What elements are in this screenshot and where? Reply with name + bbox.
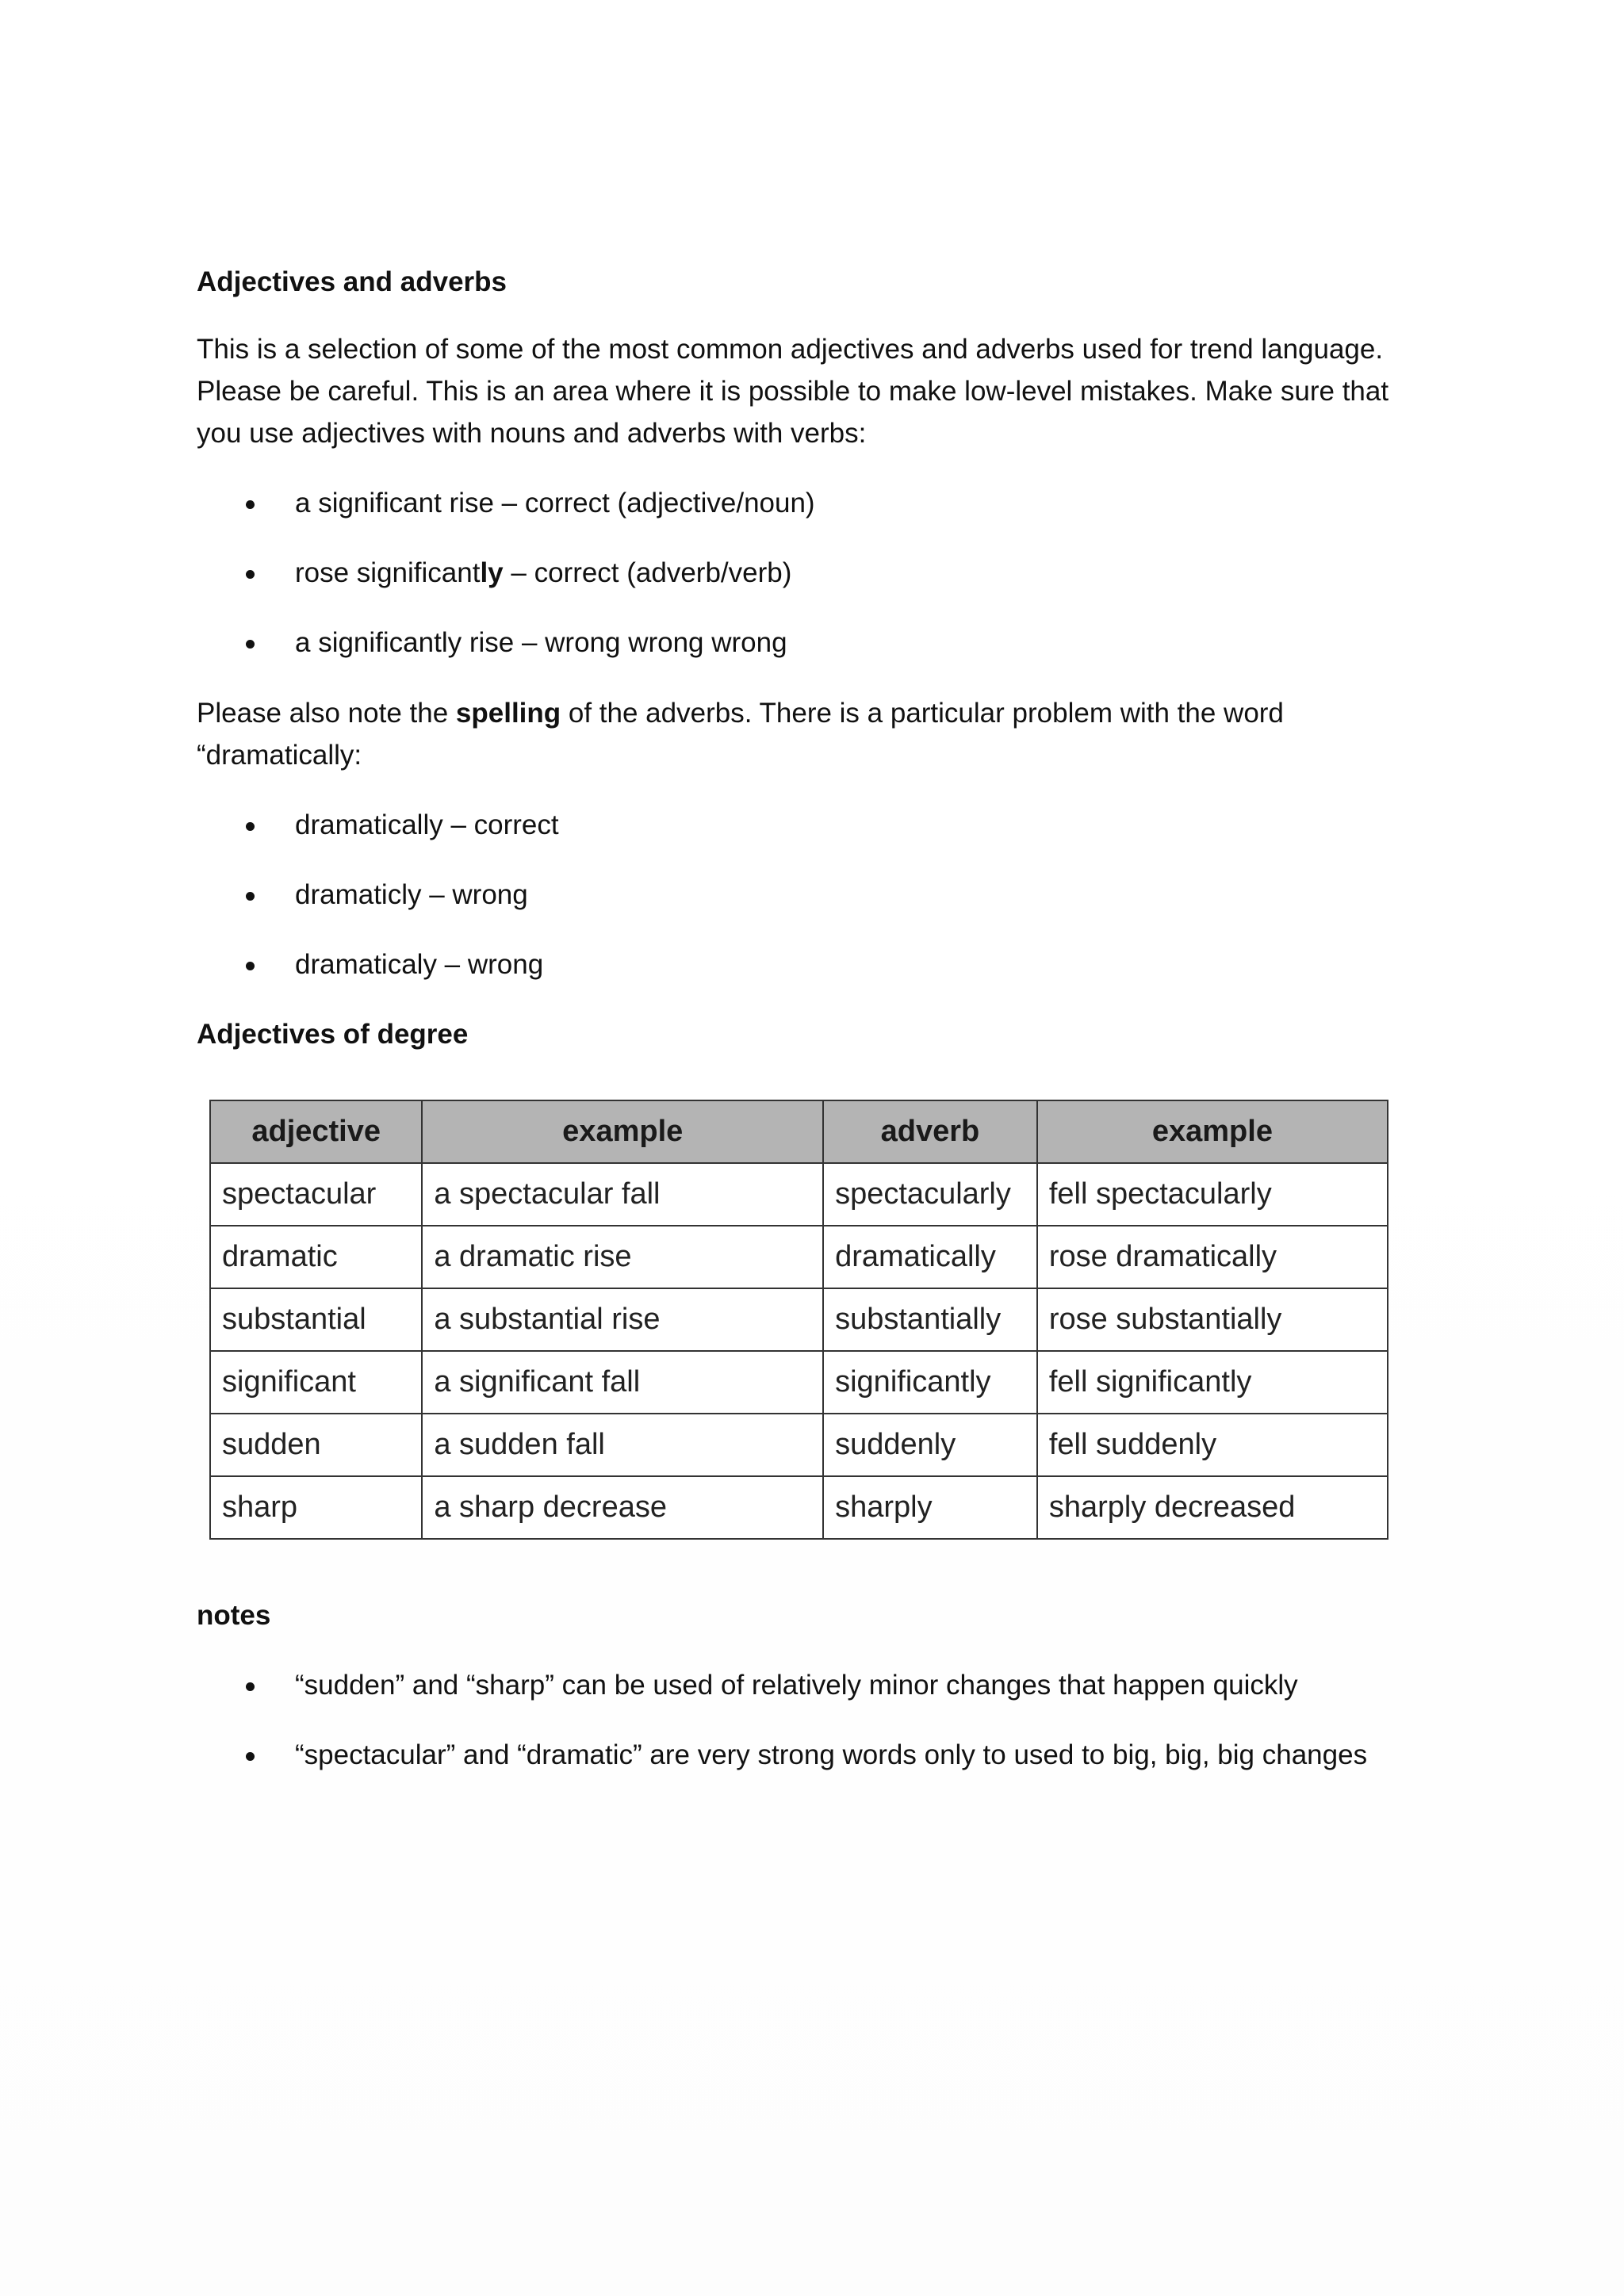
usage-example-text-suffix: – correct (adverb/verb)	[503, 557, 792, 588]
intro-paragraph: This is a selection of some of the most common adjectives and adverbs used for trend language. Please be careful. This is an area where it is possible to make low-level mistakes. Make sure that you use adjectives with nouns and adverbs with verbs:	[197, 334, 1389, 449]
table-cell: suddenly	[823, 1414, 1037, 1476]
degree-table	[209, 1100, 1388, 1540]
table-row	[210, 1476, 1388, 1539]
bullet-icon	[246, 822, 255, 831]
note-item	[197, 1735, 1434, 1776]
table-row	[210, 1288, 1388, 1351]
bullet-icon	[246, 892, 255, 901]
table-cell: sharp	[210, 1476, 422, 1539]
spelling-item	[197, 805, 1434, 846]
column-header-example: example	[1037, 1100, 1388, 1163]
notes-list	[197, 1665, 1434, 1776]
usage-example-text: a significantly rise – wrong wrong wrong	[295, 627, 787, 658]
usage-example-text: rose significant	[295, 557, 481, 588]
column-header-example: example	[422, 1100, 823, 1163]
table-cell: fell suddenly	[1037, 1414, 1388, 1476]
section-heading-adjectives-adverbs: Adjectives and adverbs	[197, 266, 507, 297]
table-cell: sharply decreased	[1037, 1476, 1388, 1539]
table-cell: fell significantly	[1037, 1351, 1388, 1414]
usage-example-text: a significant rise – correct (adjective/noun)	[295, 488, 815, 519]
usage-example-item	[197, 483, 1434, 524]
document-content	[197, 262, 1434, 1776]
spelling-item-text: dramatically – correct	[295, 809, 559, 840]
note-item-text: “spectacular” and “dramatic” are very strong words only to used to big, big, big changes	[295, 1739, 1368, 1770]
spelling-item	[197, 944, 1434, 985]
spelling-list	[197, 805, 1434, 985]
table-cell: significant	[210, 1351, 422, 1414]
column-header-adjective: adjective	[210, 1100, 422, 1163]
spelling-emphasis: spelling	[455, 698, 561, 729]
spelling-item-text: dramaticly – wrong	[295, 879, 528, 910]
section-heading-adjectives-degree: Adjectives of degree	[197, 1019, 469, 1050]
spelling-text-prefix: Please also note the	[197, 698, 456, 729]
column-header-adverb: adverb	[823, 1100, 1037, 1163]
bullet-icon	[246, 640, 255, 649]
table-cell: significantly	[823, 1351, 1037, 1414]
table-cell: a significant fall	[422, 1351, 823, 1414]
table-cell: sudden	[210, 1414, 422, 1476]
note-item-text: “sudden” and “sharp” can be used of relatively minor changes that happen quickly	[295, 1670, 1298, 1701]
bullet-icon	[246, 1682, 255, 1691]
bullet-icon	[246, 500, 255, 509]
spelling-item-text: dramaticaly – wrong	[295, 949, 544, 980]
table-cell: fell spectacularly	[1037, 1163, 1388, 1226]
bullet-icon	[246, 962, 255, 970]
table-cell: spectacular	[210, 1163, 422, 1226]
usage-example-emphasis: ly	[480, 557, 504, 588]
table-cell: dramatically	[823, 1226, 1037, 1288]
table-cell: substantially	[823, 1288, 1037, 1351]
usage-examples-list	[197, 483, 1434, 664]
table-row	[210, 1163, 1388, 1226]
usage-example-item	[197, 553, 1434, 594]
table-cell: a spectacular fall	[422, 1163, 823, 1226]
spelling-text-suffix: of the adverbs. There is a particular problem with the word “dramatically:	[197, 698, 1284, 771]
table-cell: substantial	[210, 1288, 422, 1351]
table-cell: a sharp decrease	[422, 1476, 823, 1539]
table-row	[210, 1351, 1388, 1414]
table-header-row	[210, 1100, 1388, 1163]
table-cell: spectacularly	[823, 1163, 1037, 1226]
notes-heading: notes	[197, 1600, 271, 1631]
bullet-icon	[246, 1752, 255, 1761]
table-cell: rose substantially	[1037, 1288, 1388, 1351]
table-cell: a dramatic rise	[422, 1226, 823, 1288]
table-cell: rose dramatically	[1037, 1226, 1388, 1288]
table-cell: a substantial rise	[422, 1288, 823, 1351]
note-item	[197, 1665, 1434, 1706]
degree-table-wrapper	[209, 1100, 1434, 1540]
spelling-item	[197, 874, 1434, 916]
spelling-paragraph	[197, 692, 1434, 776]
table-cell: sharply	[823, 1476, 1037, 1539]
bullet-icon	[246, 570, 255, 579]
table-cell: a sudden fall	[422, 1414, 823, 1476]
table-row	[210, 1414, 1388, 1476]
table-row	[210, 1226, 1388, 1288]
usage-example-item	[197, 622, 1434, 664]
table-cell: dramatic	[210, 1226, 422, 1288]
